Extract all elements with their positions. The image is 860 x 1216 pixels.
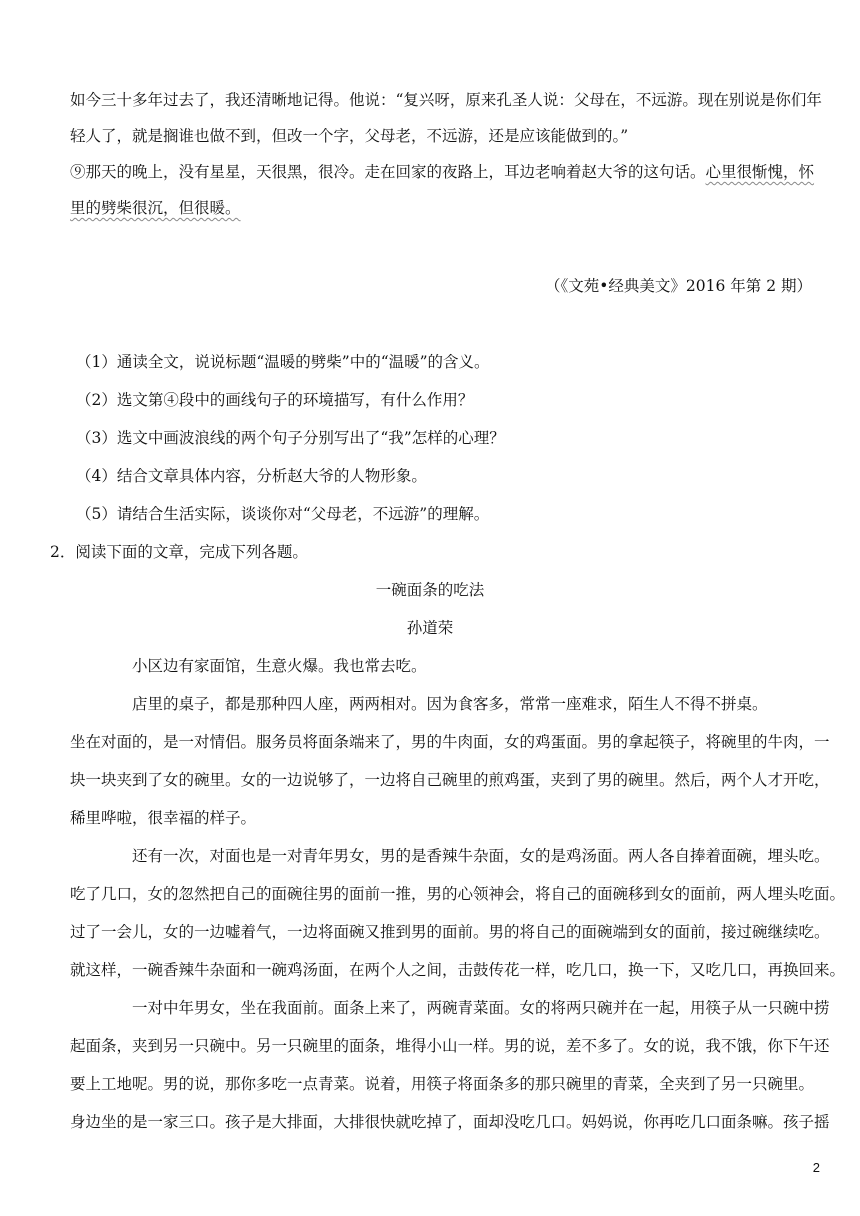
article-line: 一对中年男女，坐在我面前。面条上来了，两碗青菜面。女的将两只碗并在一起，用筷子从一只碗中捞 <box>132 999 830 1017</box>
passage-line <box>70 198 241 218</box>
wavy-underlined-sentence: 里的劈柴很沉，但很暖。 <box>70 199 241 217</box>
question-1: （1）通读全文，说说标题“温暖的劈柴”中的“温暖”的含义。 <box>76 353 490 371</box>
passage-line: 如今三十多年过去了，我还清晰地记得。他说：“复兴呀，原来孔圣人说：父母在，不远游。现在别说是你们年 <box>70 91 822 109</box>
article-author: 孙道荣 <box>406 619 454 637</box>
article-line: 块一块夹到了女的碗里。女的一边说够了，一边将自己碗里的煎鸡蛋，夹到了男的碗里。然后，两个人才开吃， <box>70 771 830 789</box>
article-line: 身边坐的是一家三口。孩子是大排面，大排很快就吃掉了，面却没吃几口。妈妈说，你再吃几口面条嘛。孩子摇 <box>70 1113 830 1131</box>
article-line: 店里的桌子，都是那种四人座，两两相对。因为食客多，常常一座难求，陌生人不得不拼桌。 <box>132 695 768 713</box>
passage-text: ⑨那天的晚上，没有星星，天很黑，很冷。走在回家的夜路上，耳边老响着赵大爷的这句话。 <box>70 163 706 181</box>
article-title: 一碗面条的吃法 <box>375 581 485 599</box>
wavy-underlined-sentence: 心里很惭愧，怀 <box>705 163 815 181</box>
question-5: （5）请结合生活实际，谈谈你对“父母老，不远游”的理解。 <box>76 505 490 523</box>
article-line: 就这样，一碗香辣牛杂面和一碗鸡汤面，在两个人之间，击鼓传花一样，吃几口，换一下，又吃几口，再换回来。 <box>70 961 846 979</box>
article-line: 稀里哗啦，很幸福的样子。 <box>70 809 257 827</box>
item-2-heading: 2．阅读下面的文章，完成下列各题。 <box>50 543 308 561</box>
question-2: （2）选文第④段中的画线句子的环境描写，有什么作用？ <box>76 391 474 409</box>
source-citation: （《文苑•经典美文》2016 年第 2 期） <box>545 277 812 295</box>
article-line: 还有一次，对面也是一对青年男女，男的是香辣牛杂面，女的是鸡汤面。两人各自捧着面碗，埋头吃。 <box>132 847 830 865</box>
article-line: 过了一会儿，女的一边嘘着气，一边将面碗又推到男的面前。男的将自己的面碗端到女的面前，接过碗继续吃。 <box>70 923 830 941</box>
article-line: 起面条，夹到另一只碗中。另一只碗里的面条，堆得小山一样。男的说，差不多了。女的说，我不饿，你下午还 <box>70 1037 830 1055</box>
article-line: 坐在对面的，是一对情侣。服务员将面条端来了，男的牛肉面，女的鸡蛋面。男的拿起筷子，将碗里的牛肉，一 <box>70 733 830 751</box>
article-line: 要上工地呢。男的说，那你多吃一点青菜。说着，用筷子将面条多的那只碗里的青菜，全夹到了另一只碗里。 <box>70 1075 815 1093</box>
question-3: （3）选文中画波浪线的两个句子分别写出了“我”怎样的心理？ <box>76 429 505 447</box>
page-number: 2 <box>812 1160 820 1175</box>
article-line: 吃了几口，女的忽然把自己的面碗往男的面前一推，男的心领神会，将自己的面碗移到女的面前，两人埋头吃面。 <box>70 885 846 903</box>
article-line: 小区边有家面馆，生意火爆。我也常去吃。 <box>132 657 427 675</box>
passage-line-9 <box>70 162 814 182</box>
passage-line: 轻人了，就是搁谁也做不到，但改一个字，父母老，不远游，还是应该能做到的。” <box>70 127 629 145</box>
question-4: （4）结合文章具体内容，分析赵大爷的人物形象。 <box>76 467 427 485</box>
